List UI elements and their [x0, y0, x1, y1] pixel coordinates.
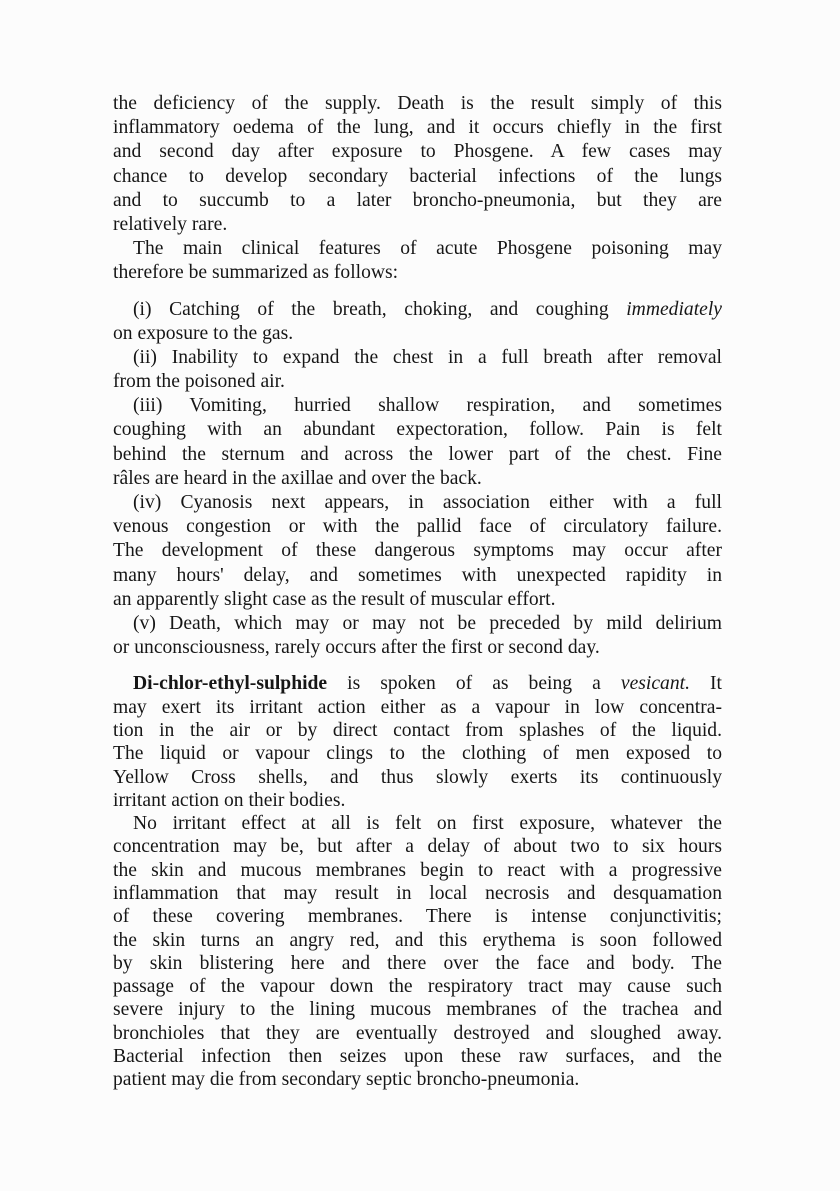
text-line: and to succumb to a later broncho-pneumonia, but they are — [113, 189, 722, 211]
text-line: The liquid or vapour clings to the clothing of men exposed to — [113, 743, 722, 765]
bold-term: Di-chlor-ethyl-sulphide — [133, 673, 328, 695]
text-segment: (i) Catching of the breath, choking, and coughing — [133, 298, 627, 320]
text-line: the skin turns an angry red, and this erythema is soon followed — [113, 929, 722, 951]
text-line: The main clinical features of acute Phosgene poisoning may — [133, 238, 722, 260]
text-line: (iv) Cyanosis next appears, in association either with a full — [133, 492, 722, 513]
text-line: severe injury to the lining mucous membranes of the trachea and — [113, 999, 722, 1021]
text-line: may exert its irritant action either as a vapour in low concentra- — [113, 696, 722, 718]
paragraph-dichlor-effects — [113, 812, 722, 1092]
text-line: râles are heard in the axillae and over the back. — [113, 467, 482, 489]
text-line: tion in the air or by direct contact from splashes of the liquid. — [113, 719, 722, 741]
paragraph-feature-ii — [113, 346, 722, 394]
text-line: therefore be summarized as follows: — [113, 262, 399, 284]
text-line: (ii) Inability to expand the chest in a full breath after removal — [133, 346, 722, 368]
text-line: an apparently slight case as the result of muscular effort. — [113, 588, 556, 610]
text-line: Yellow Cross shells, and thus slowly exerts its continuously — [113, 766, 722, 788]
paragraph-feature-iv — [113, 491, 722, 612]
text-segment: It — [689, 673, 722, 695]
text-line: coughing with an abundant expectoration, follow. Pain is felt — [113, 419, 722, 441]
text-line: many hours' delay, and sometimes with unexpected rapidity in — [113, 564, 722, 586]
text-line: passage of the vapour down the respiratory tract may cause such — [113, 976, 722, 998]
text-line: and second day after exposure to Phosgene. A few cases may — [113, 141, 722, 163]
text-line: chance to develop secondary bacterial infections of the lungs — [113, 165, 722, 187]
text-line: (iii) Vomiting, hurried shallow respiration, and sometimes — [133, 395, 722, 417]
text-line: No irritant effect at all is felt on first exposure, whatever the — [133, 813, 722, 835]
text-line: Bacterial infection then seizes upon these raw surfaces, and the — [113, 1046, 722, 1068]
text-line: patient may die from secondary septic broncho-pneumonia. — [113, 1069, 580, 1091]
paragraph-clinical-features-intro — [113, 237, 722, 285]
text-line: relatively rare. — [113, 213, 228, 235]
text-line — [113, 298, 722, 322]
text-line: (v) Death, which may or may not be preceded by mild delirium — [133, 612, 722, 634]
paragraph-feature-iii — [113, 394, 722, 491]
italic-emphasis: vesicant. — [620, 673, 690, 695]
text-line: bronchioles that they are eventually destroyed and sloughed away. — [113, 1022, 722, 1044]
paragraph-feature-v — [113, 612, 722, 660]
text-line: the deficiency of the supply. Death is the result simply of this — [113, 93, 722, 114]
text-line: The development of these dangerous symptoms may occur after — [113, 540, 722, 562]
text-line: concentration may be, but after a delay of about two to six hours — [113, 836, 722, 858]
text-line: irritant action on their bodies. — [113, 789, 346, 811]
text-line: from the poisoned air. — [113, 371, 285, 393]
text-line: by skin blistering here and there over the face and body. The — [113, 952, 722, 974]
text-line: or unconsciousness, rarely occurs after the first or second day. — [113, 637, 600, 659]
text-line: on exposure to the gas. — [113, 322, 294, 344]
paragraph-dichlor-intro — [113, 672, 722, 812]
italic-emphasis: immediately — [626, 298, 722, 320]
text-line: of these covering membranes. There is intense conjunctivitis; — [113, 906, 722, 928]
page-body-text — [113, 92, 722, 1092]
text-line — [113, 672, 722, 695]
paragraph-phosgene-death — [113, 92, 722, 237]
paragraph-feature-i — [113, 298, 722, 346]
text-line: the skin and mucous membranes begin to react with a progressive — [113, 859, 722, 881]
text-line: inflammation that may result in local necrosis and desquamation — [113, 882, 722, 904]
text-segment: is spoken of as being a — [327, 673, 621, 695]
text-line: behind the sternum and across the lower part of the chest. Fine — [113, 443, 722, 465]
text-line: inflammatory oedema of the lung, and it occurs chiefly in the first — [113, 117, 722, 139]
text-line: venous congestion or with the pallid face of circulatory failure. — [113, 516, 722, 538]
